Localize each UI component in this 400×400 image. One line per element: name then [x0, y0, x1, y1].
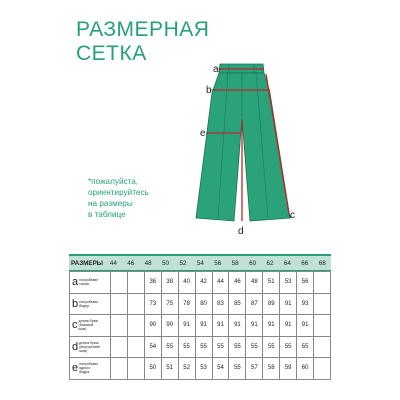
header-size: 50 — [162, 259, 170, 267]
pants-diagram — [190, 58, 300, 238]
table-cell: 85 — [229, 293, 246, 315]
table-cell: 36 — [144, 272, 161, 294]
header-size: 60 — [249, 259, 257, 267]
table-cell: 55 — [195, 336, 212, 358]
table-row — [70, 272, 331, 294]
table-cell: 91 — [246, 315, 263, 337]
size-note — [88, 176, 198, 220]
row-description: полуобхват бедер — [79, 299, 99, 308]
table-cell: 91 — [297, 315, 314, 337]
row-letter: a — [72, 276, 79, 289]
header-size: 48 — [144, 259, 152, 267]
table-cell: 38 — [161, 272, 178, 294]
table-cell: 48 — [246, 272, 263, 294]
table-cell: 59 — [280, 358, 297, 380]
table-cell: 58 — [263, 358, 280, 380]
row-label-cell — [70, 358, 111, 380]
note-line: ориентируйтесь — [88, 188, 149, 197]
table-cell: 44 — [212, 272, 229, 294]
header-size: 66 — [301, 259, 309, 267]
row-letter: e — [72, 362, 79, 375]
header-label: РАЗМЕРЫ — [71, 259, 103, 267]
table-cell: 50 — [144, 358, 161, 380]
table-cell: 53 — [280, 272, 297, 294]
table-row — [70, 358, 331, 380]
table-row — [70, 315, 331, 337]
label-b: b — [206, 85, 212, 96]
table-cell — [127, 336, 144, 358]
table-cell — [314, 272, 331, 294]
header-size: 58 — [231, 259, 239, 267]
title-line-2: СЕТКА — [76, 42, 147, 65]
size-table-header — [69, 254, 331, 271]
table-cell: 55 — [229, 358, 246, 380]
table-cell: 57 — [246, 358, 263, 380]
row-letter: b — [72, 297, 79, 310]
table-cell: 55 — [280, 336, 297, 358]
header-size: 68 — [318, 259, 326, 267]
table-cell: 90 — [144, 315, 161, 337]
table-cell: 91 — [229, 315, 246, 337]
table-cell — [127, 293, 144, 315]
row-description: длина брюк (внутренний шов) — [79, 340, 100, 353]
header-size: 54 — [196, 259, 204, 267]
label-a: a — [213, 64, 219, 75]
table-cell: 60 — [297, 358, 314, 380]
size-table — [69, 254, 331, 380]
header-size: 52 — [179, 259, 187, 267]
header-size: 64 — [283, 259, 291, 267]
table-cell: 89 — [263, 293, 280, 315]
table-cell: 55 — [161, 336, 178, 358]
header-size: 62 — [266, 259, 274, 267]
note-line: в таблице — [88, 210, 126, 219]
table-cell: 46 — [229, 272, 246, 294]
header-size: 46 — [127, 259, 135, 267]
table-cell: 91 — [280, 315, 297, 337]
table-cell: 75 — [161, 293, 178, 315]
table-cell: 91 — [178, 315, 195, 337]
table-cell — [314, 336, 331, 358]
table-cell: 73 — [144, 293, 161, 315]
label-d: d — [238, 226, 244, 237]
table-cell: 87 — [246, 293, 263, 315]
table-cell — [111, 293, 128, 315]
note-line: на размеры — [88, 199, 133, 208]
table-row — [70, 336, 331, 358]
table-cell: 56 — [297, 272, 314, 294]
table-cell: 78 — [178, 293, 195, 315]
size-table-body — [69, 271, 331, 380]
table-cell — [314, 358, 331, 380]
row-letter: d — [72, 340, 79, 353]
table-cell: 51 — [263, 272, 280, 294]
table-row — [70, 293, 331, 315]
table-cell: 80 — [195, 293, 212, 315]
table-cell: 91 — [263, 315, 280, 337]
header-size: 44 — [109, 259, 117, 267]
table-cell: 52 — [178, 358, 195, 380]
table-cell — [127, 272, 144, 294]
label-c: c — [290, 210, 295, 221]
table-cell: 55 — [229, 336, 246, 358]
table-cell: 55 — [246, 336, 263, 358]
table-cell: 91 — [212, 315, 229, 337]
row-label-cell — [70, 336, 111, 358]
row-label-cell — [70, 315, 111, 337]
row-description: полуобхват одного бедра — [79, 362, 99, 375]
table-cell: 91 — [280, 293, 297, 315]
row-description: длина брюк (боковой шов) — [78, 319, 99, 332]
table-cell: 51 — [161, 358, 178, 380]
row-letter: c — [72, 319, 78, 332]
row-description: полуобхват талии — [79, 278, 99, 287]
table-cell — [111, 358, 128, 380]
label-e: e — [200, 128, 206, 139]
table-cell — [127, 315, 144, 337]
table-cell: 93 — [297, 293, 314, 315]
table-cell: 42 — [195, 272, 212, 294]
title-line-1: РАЗМЕРНАЯ — [76, 18, 210, 41]
row-label-cell — [70, 272, 111, 294]
table-cell: 55 — [212, 336, 229, 358]
table-cell: 53 — [195, 358, 212, 380]
table-cell: 55 — [178, 336, 195, 358]
table-cell — [314, 315, 331, 337]
table-cell: 54 — [212, 358, 229, 380]
table-cell: 90 — [161, 315, 178, 337]
table-cell — [111, 336, 128, 358]
row-label-cell — [70, 293, 111, 315]
table-cell — [111, 315, 128, 337]
note-line: *пожалуйста, — [88, 177, 139, 186]
table-cell: 83 — [212, 293, 229, 315]
table-cell — [127, 358, 144, 380]
table-cell — [314, 293, 331, 315]
header-size: 56 — [214, 259, 222, 267]
table-cell: 55 — [263, 336, 280, 358]
table-cell: 91 — [195, 315, 212, 337]
table-cell: 54 — [144, 336, 161, 358]
table-cell: 40 — [178, 272, 195, 294]
table-cell — [111, 272, 128, 294]
table-cell: 55 — [297, 336, 314, 358]
